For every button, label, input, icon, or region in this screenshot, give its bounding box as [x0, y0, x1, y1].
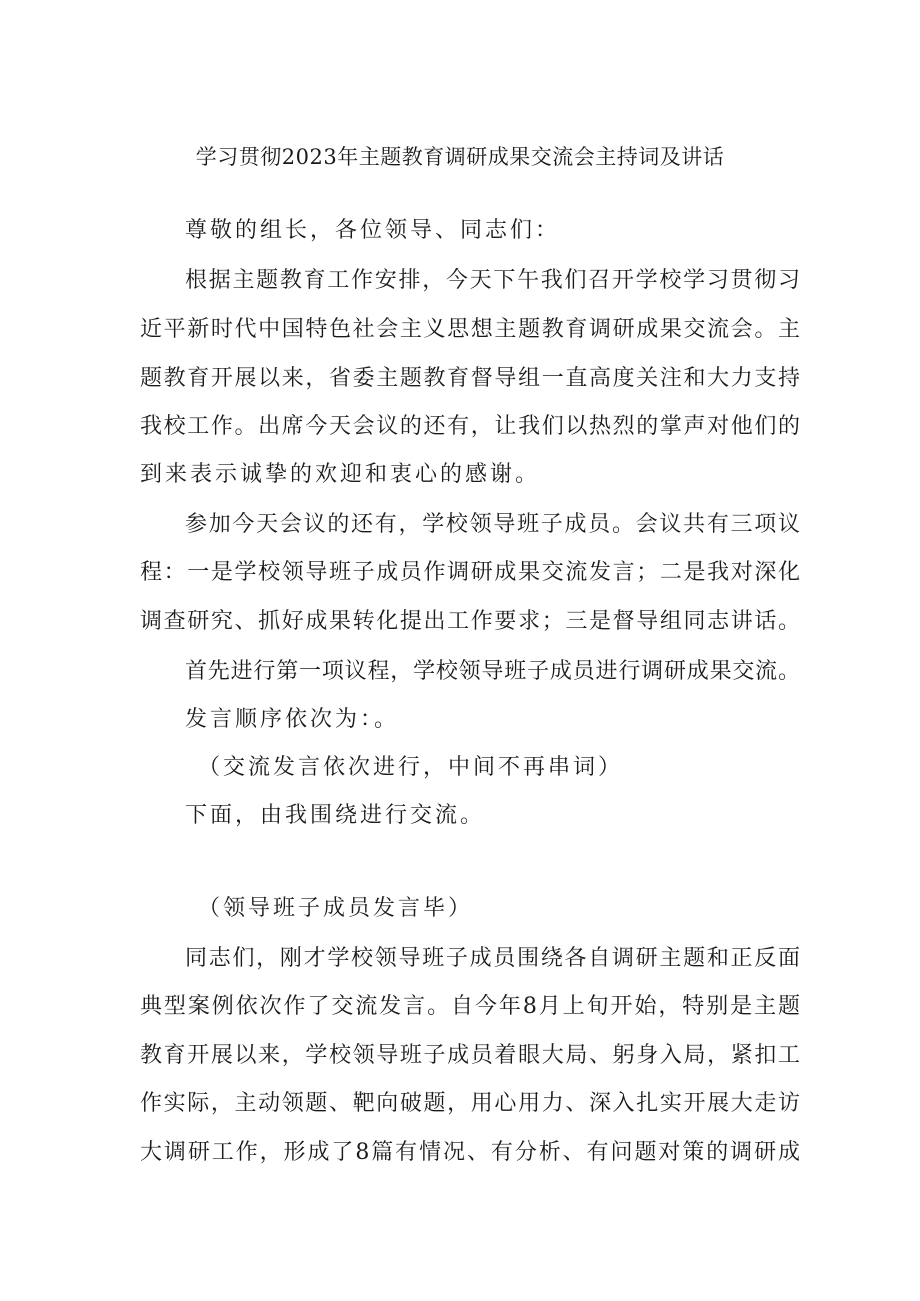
paragraph-line: 到来表示诚挚的欢迎和衷心的感谢。	[140, 462, 541, 487]
paragraph-line: 大调研工作，形成了8篇有情况、有分析、有问题对策的调研成	[140, 1140, 800, 1165]
stage-direction: （交流发言依次进行，中间不再串词）	[198, 755, 624, 780]
paragraph-line: 教育开展以来，学校领导班子成员着眼大局、躬身入局，紧扣工	[140, 1043, 800, 1068]
paragraph-line: 题教育开展以来，省委主题教育督导组一直高度关注和大力支持	[140, 366, 800, 391]
stage-direction: （领导班子成员发言毕）	[198, 896, 474, 921]
paragraph-line: 我校工作。出席今天会议的还有，让我们以热烈的掌声对他们的	[140, 414, 800, 439]
paragraph-line: 近平新时代中国特色社会主义思想主题教育调研成果交流会。主	[140, 317, 800, 342]
paragraph-line: 下面，由我围绕进行交流。	[185, 803, 486, 828]
paragraph-line: 参加今天会议的还有，学校领导班子成员。会议共有三项议	[185, 512, 800, 537]
salutation: 尊敬的组长，各位领导、同志们：	[185, 218, 561, 243]
paragraph-line: 首先进行第一项议程，学校领导班子成员进行调研成果交流。	[185, 659, 800, 684]
paragraph-line: 调查研究、抓好成果转化提出工作要求；三是督导组同志讲话。	[140, 609, 800, 634]
paragraph-line: 典型案例依次作了交流发言。自今年8月上旬开始，特别是主题	[140, 994, 800, 1019]
paragraph-line: 同志们，刚才学校领导班子成员围绕各自调研主题和正反面	[185, 946, 800, 971]
paragraph-line: 程：一是学校领导班子成员作调研成果交流发言；二是我对深化	[140, 560, 800, 585]
document-title: 学习贯彻2023年主题教育调研成果交流会主持词及讲话	[195, 145, 725, 169]
paragraph-line: 根据主题教育工作安排，今天下午我们召开学校学习贯彻习	[185, 268, 800, 293]
paragraph-line: 作实际，主动领题、靶向破题，用心用力、深入扎实开展大走访	[140, 1091, 800, 1116]
paragraph-line: 发言顺序依次为：。	[185, 707, 400, 732]
